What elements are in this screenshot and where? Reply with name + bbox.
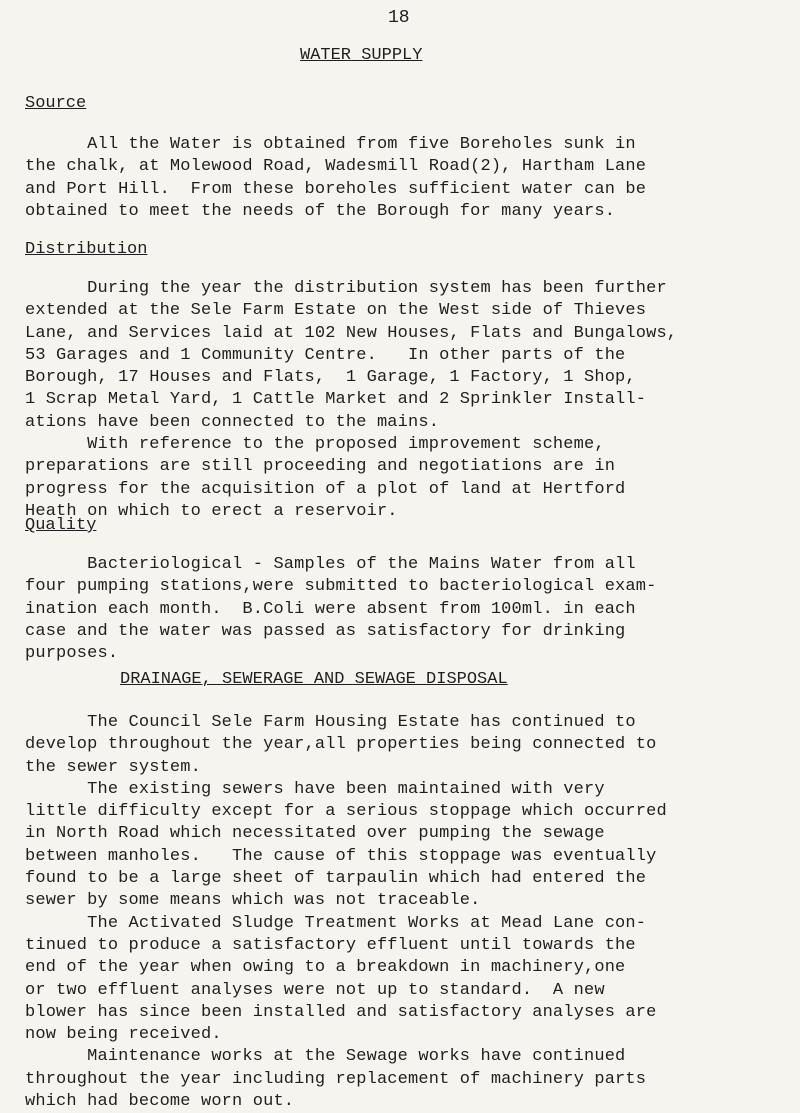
distribution-paragraph: During the year the distribution system has been further extended at the Sele Farm Estate on the West side of Thieves Lane, and Services laid at 102 New Houses, Flats and Bungalows, 53 Garages and 1 Community Centre. In other parts of the Borough, 17 Houses and Flats, 1 Garage, 1 Factory, 1 Shop, 1 Scrap Metal Yard, 1 Cattle Market and 2 Sprinkler Install- ations have been connected to the mains. With reference to the proposed improvement scheme, preparations are still proceeding and negotiations are in progress for the acquisition of a plot of land at Hertford Heath on which to erect a reservoir. [25, 279, 678, 521]
quality-paragraph: Bacteriological - Samples of the Mains Water from all four pumping stations,were submitted to bacteriological exam- ination each month. B.Coli were absent from 100ml. in each case and the water was passed as satisfactory for drinking purposes. [25, 555, 657, 664]
water-supply-title: WATER SUPPLY [300, 46, 423, 65]
distribution-heading: Distribution [25, 240, 148, 259]
page-number: 18 [388, 8, 410, 28]
source-heading: Source [25, 94, 87, 113]
quality-heading: Quality [25, 516, 97, 535]
source-paragraph: All the Water is obtained from five Boreholes sunk in the chalk, at Molewood Road, Wadesmill Road(2), Hartham Lane and Port Hill. From these boreholes sufficient water can be obtained to meet the needs of the Borough for many years. [25, 135, 647, 221]
drainage-title: DRAINAGE, SEWERAGE AND SEWAGE DISPOSAL [120, 670, 508, 689]
drainage-paragraph: The Council Sele Farm Housing Estate has continued to develop throughout the year,all properties being connected to the sewer system. The existing sewers have been maintained with very little difficulty except for a serious stoppage which occurred in North Road which necessitated over pumping the sewage between manholes. The cause of this stoppage was eventually found to be a large sheet of tarpaulin which had entered the sewer by some means which was not traceable. The Activated Sludge Treatment Works at Mead Lane con- tinued to produce a satisfactory effluent until towards the end of the year when owing to a breakdown in machinery,one or two effluent analyses were not up to standard. A new blower has since been installed and satisfactory analyses are now being received. Maintenance works at the Sewage works have continued throughout the year including replacement of machinery parts which had become worn out. [25, 713, 667, 1112]
